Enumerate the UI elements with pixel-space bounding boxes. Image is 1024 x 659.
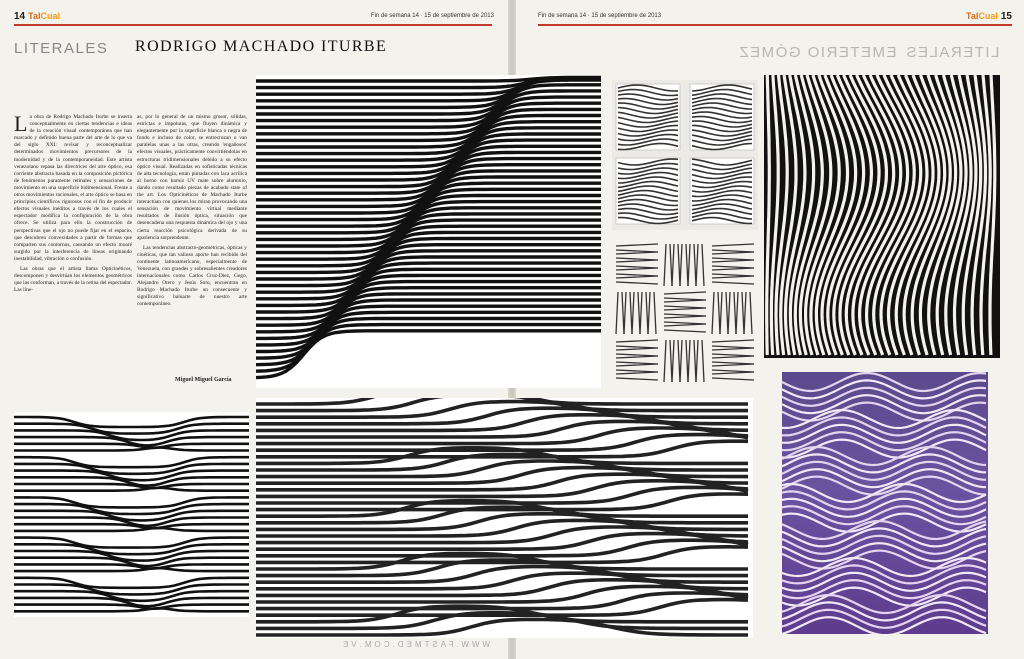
article-column-1: [14, 114, 132, 394]
wave-line: [14, 448, 249, 451]
grid-line: [616, 276, 658, 278]
grid-line: [680, 244, 682, 286]
grid-line: [664, 340, 666, 382]
wave-line: [782, 491, 986, 509]
artwork-wave-lines-small-svg: [14, 412, 249, 617]
grid-line: [712, 372, 754, 374]
grid-line: [664, 324, 706, 326]
artwork-wide-wave: [256, 398, 753, 638]
left-page-header: [14, 9, 494, 23]
wave-line: [14, 551, 249, 561]
grid-line: [696, 340, 698, 382]
wave-line: [14, 488, 249, 491]
grid-line: [672, 244, 674, 286]
grid-line: [616, 268, 658, 270]
paragraph: [14, 114, 132, 263]
artwork-four-panels-svg: [612, 80, 758, 230]
grid-line: [648, 292, 650, 334]
grid-line: [702, 244, 704, 286]
wave-line: [14, 417, 249, 427]
paragraph: as, por lo general de un mismo grosor, sólidas, estrictas e impolutas, que fluyen dinámica y elegantemente por la superficie blanca o negra de fondo e incluso de color, se entrecruzan o van paralelas unas a las otras, creando 'engañosos' efectos visuales, prácticamente convirtiéndolas en estructuras tridimensionales debido a su efecto óptico visual. Realizadas en sofisticadas técnicas de alta tecnología, están pintadas con laca acrílica al horno con barniz UV mate sobre aluminio, dando como resultado piezas de acabado state of the art. Los Opticinéticos de Machado Iturbe interactúan con quienes los miran provocando una sensación de movimiento virtual mediante resultados de ilusión óptica, situación que desencadena una respuesta dinámica del ojo y una cierta reacción psicológica derivada de su apariencia sorprendente.: [137, 114, 247, 241]
grid-line: [688, 340, 690, 382]
grid-line: [664, 330, 706, 332]
grid-line: [712, 282, 754, 284]
wave-line: [14, 497, 249, 507]
page-number: 14: [14, 10, 26, 22]
artwork-purple-waves: [782, 372, 988, 634]
brand-part-a: Tal: [28, 11, 41, 21]
wave-line: [14, 457, 249, 467]
article-title: RODRIGO MACHADO ITURBE: [135, 38, 388, 55]
wave-line: [14, 484, 249, 488]
page-date: Fin de semana 14 · 15 de septiembre de 2013: [370, 13, 494, 19]
wave-line: [990, 75, 995, 355]
brand-part-a: Tal: [966, 11, 979, 21]
byline: Miguel Miguel García: [175, 377, 232, 383]
grid-line: [696, 244, 698, 286]
artwork-diagonal-wave: [256, 75, 601, 388]
paragraph-text: a obra de Rodrigo Machado Iturbe se inserta conceptualmente en ciertas tendencias e ideas de la creación visual contemporánea que han marcado y definido buena parte del arte de lo que va del siglo XXI: revisar y reconceptualizar determinados movimientos precursores de la modernidad y de la contemporaneidad. Este artista venezolano repasa las directrices del arte óptico, esa corriente abstracta basada en la composición pictórica de fenómenos puramente retinales y sensaciones de movimiento en una superficie bidimensional. Frente a otros movimientos racionales, el arte óptico se basa en principios científicos rigurosos con el fin de producir efectos visuales inéditos a través de los cuales el espectador modifica la configuración de la obra ofrece. Se utiliza para ello la construcción de perspectivas que el ojo no puede fijar en el espacio, que descubren convexidades a partir de formas que comparten sus contornos, causando un efecto moaré surgido por la interferencia de líneas originando inestabilidad, vibración o confusión.: [14, 114, 132, 262]
wave-line: [14, 471, 249, 481]
grid-line: [728, 292, 730, 334]
grid-line: [720, 292, 722, 334]
brand-logo: [28, 11, 60, 21]
grid-line: [712, 348, 754, 350]
header-rule: [14, 24, 492, 26]
drop-cap: L: [14, 114, 28, 136]
artwork-grid-weave-svg: [612, 240, 758, 388]
grid-line: [712, 364, 754, 366]
grid-line: [664, 316, 706, 318]
brand-logo: [966, 11, 998, 21]
wave-line: [14, 464, 249, 474]
artwork-wide-wave-svg: [256, 398, 753, 638]
wave-line: [14, 444, 249, 448]
grid-line: [616, 340, 658, 342]
artwork-grid-weave: [612, 240, 758, 388]
wave-line: [14, 564, 249, 568]
grid-line: [736, 292, 738, 334]
grid-line: [624, 292, 626, 334]
grid-line: [640, 292, 642, 334]
brand-part-b: Cual: [978, 11, 998, 21]
grid-line: [744, 292, 746, 334]
grid-line: [632, 292, 634, 334]
section-title: LITERALES: [14, 40, 109, 57]
grid-line: [712, 276, 754, 278]
artwork-four-panels: [612, 80, 758, 230]
wave-line: [767, 75, 770, 355]
grid-line: [616, 378, 658, 380]
grid-line: [664, 244, 666, 286]
grid-line: [712, 356, 754, 358]
wave-line: [14, 424, 249, 434]
grid-line: [616, 260, 658, 262]
page-date: Fin de semana 14 · 15 de septiembre de 2013: [538, 13, 662, 19]
right-page-header: [538, 9, 1012, 23]
wave-line: [14, 578, 249, 588]
wave-line: [14, 524, 249, 528]
wave-line: [14, 538, 249, 548]
grid-line: [712, 260, 754, 262]
show-through-author: EMETERIO GÓMEZ: [738, 44, 897, 61]
artwork-purple-waves-svg: [782, 372, 988, 634]
article-column-2: [137, 114, 247, 374]
grid-line: [712, 340, 754, 342]
wave-line: [14, 528, 249, 531]
wave-line: [14, 544, 249, 554]
grid-line: [688, 244, 690, 286]
artwork-wave-lines-small: [14, 412, 249, 617]
artwork-diagonal-wave-svg: [256, 75, 601, 388]
wave-line: [14, 585, 249, 595]
grid-line: [712, 378, 754, 380]
wave-line: [14, 608, 249, 611]
grid-line: [702, 340, 704, 382]
grid-line: [654, 292, 656, 334]
grid-line: [616, 292, 618, 334]
grid-line: [616, 364, 658, 366]
brand-part-b: Cual: [40, 11, 60, 21]
page-number: 15: [1000, 10, 1012, 22]
grid-line: [616, 244, 658, 246]
wave-line: [14, 511, 249, 521]
grid-line: [616, 282, 658, 284]
grid-line: [750, 292, 752, 334]
paragraph: Las obras que el artista llama Opticinéticos, descomponen y desvirtúan los elementos geométricos que las conforman, a través de la retina del espectador. Las líne-: [14, 265, 132, 294]
grid-line: [616, 252, 658, 254]
wave-line: [14, 430, 249, 440]
grid-line: [664, 300, 706, 302]
grid-line: [616, 348, 658, 350]
show-through-footer: WWW.FASTMED.COM.VE: [340, 640, 490, 649]
grid-line: [712, 292, 714, 334]
grid-line: [616, 372, 658, 374]
paragraph: Las tendencias abstracto-geométricas, ópticas y cinéticas, que tan valioso aporte han recibido del continente latinoamericano, especialmente de Venezuela, con grandes y sobresalientes creadores internacionales como Carlos Cruz-Diez, Gego, Alejandro Otero y Jesús Soto, encuentran en Rodrigo Machado Iturbe un consecuente y significativo baluarte de nuestro arte contemporáneo.: [137, 244, 247, 308]
grid-line: [712, 244, 754, 246]
grid-line: [672, 340, 674, 382]
wave-line: [14, 591, 249, 601]
wave-line: [14, 568, 249, 571]
artwork-vertical-wave: [764, 75, 1000, 358]
grid-line: [616, 356, 658, 358]
grid-line: [680, 340, 682, 382]
wave-line: [256, 331, 601, 378]
show-through-section: LITERALES: [905, 44, 1000, 61]
wave-line: [14, 605, 249, 609]
grid-line: [664, 308, 706, 310]
artwork-vertical-wave-svg: [764, 75, 1000, 358]
grid-line: [712, 252, 754, 254]
grid-line: [712, 268, 754, 270]
wave-line: [14, 504, 249, 514]
header-rule: [538, 24, 1012, 26]
grid-line: [664, 292, 706, 294]
